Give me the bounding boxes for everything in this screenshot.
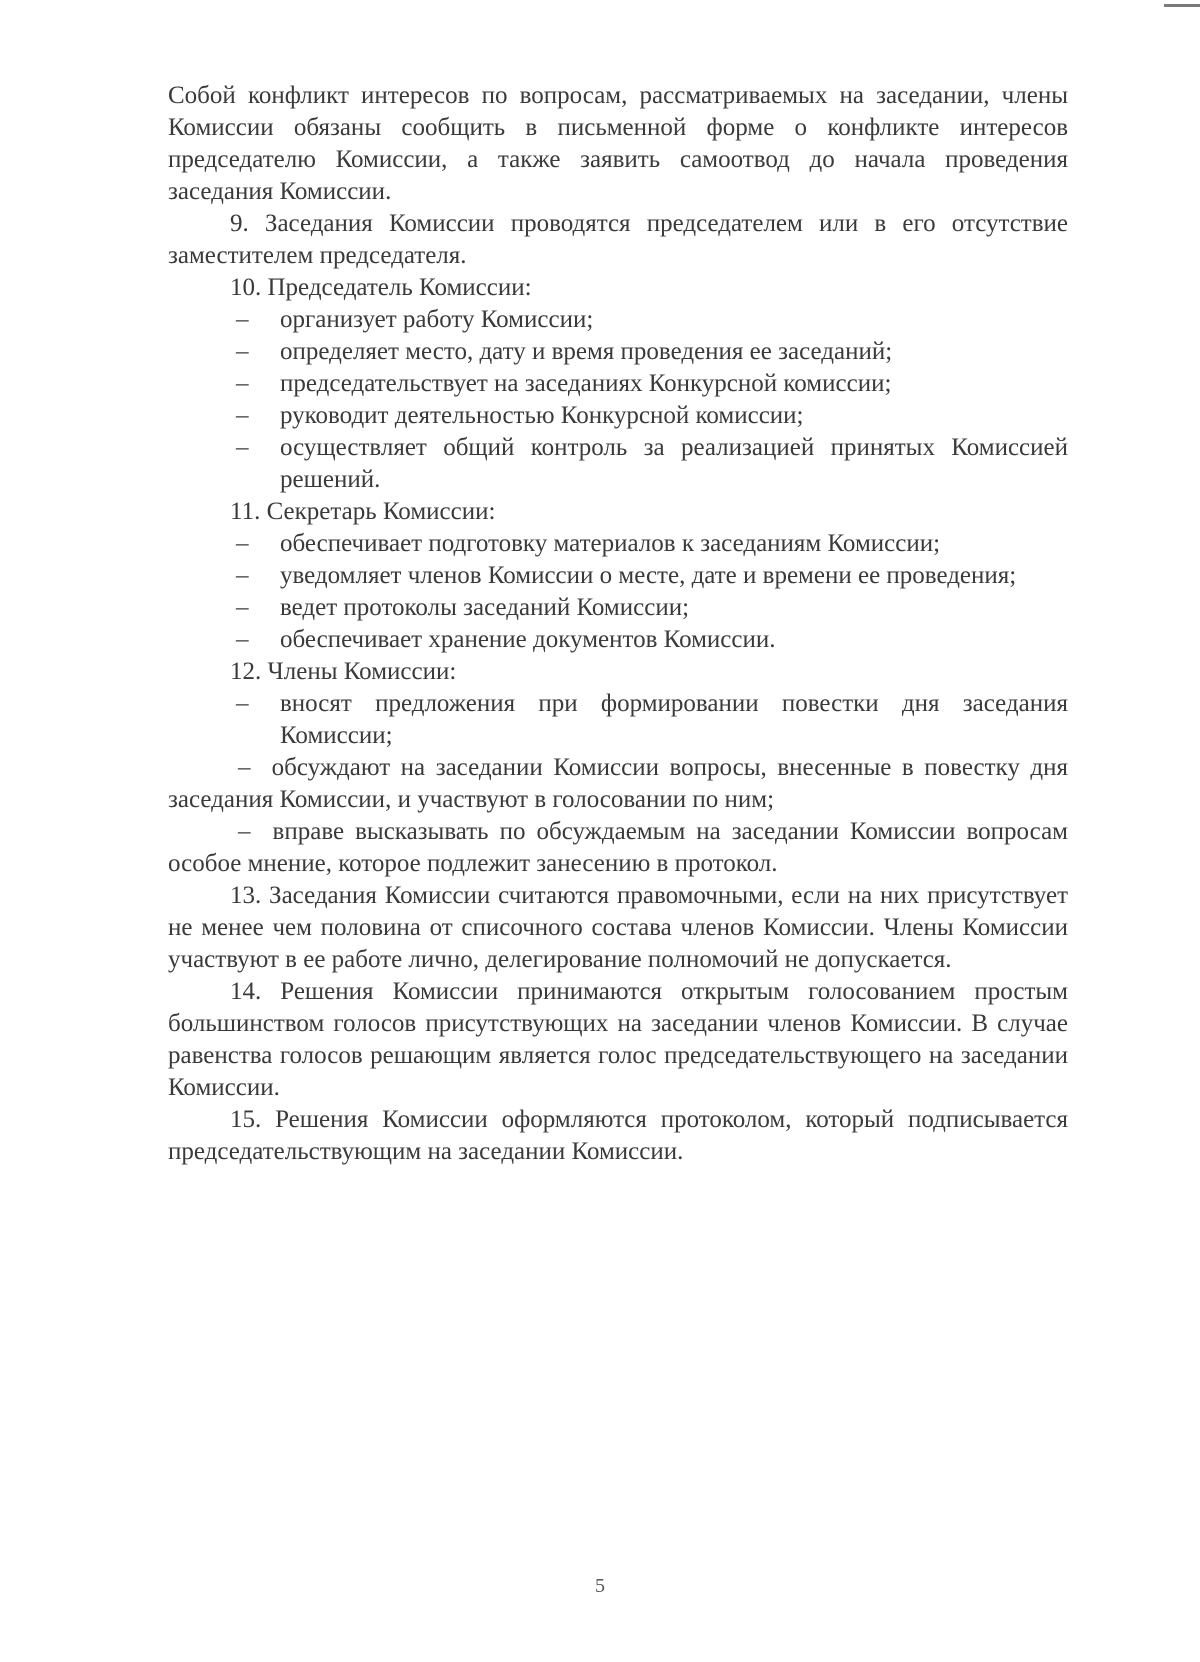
list-item: [168, 624, 1068, 656]
dash-marker: –: [236, 370, 249, 397]
members-duties-list: [168, 688, 1068, 752]
list-item-text: председательствует на заседаниях Конкурсной комиссии;: [280, 370, 892, 397]
list-item-text: обсуждают на заседании Комиссии вопросы, внесенные в повестку дня заседания Комиссии, и участвуют в голосовании по ним;: [168, 754, 1068, 813]
dash-marker: –: [236, 306, 249, 333]
dash-marker: –: [238, 754, 251, 781]
list-item-text: вносят предложения при формировании повестки дня заседания Комиссии;: [280, 690, 1068, 749]
members-duty-discuss: [168, 752, 1068, 816]
list-item-text: определяет место, дату и время проведения ее заседаний;: [280, 338, 893, 365]
list-item-text: обеспечивает подготовку материалов к заседаниям Комиссии;: [280, 530, 941, 557]
dash-marker: –: [236, 690, 249, 717]
dash-marker: –: [236, 530, 249, 557]
dash-marker: –: [236, 402, 249, 429]
dash-marker: –: [238, 818, 251, 845]
list-item: [168, 432, 1068, 496]
paragraph-10-title: 10. Председатель Комиссии:: [230, 274, 532, 301]
document-body: [168, 80, 1068, 1168]
list-item: [168, 528, 1068, 560]
paragraph-15: 15. Решения Комиссии оформляются протоколом, который подписывается председательствующим на заседании Комиссии.: [168, 1106, 1068, 1165]
list-item-text: ведет протоколы заседаний Комиссии;: [280, 594, 690, 621]
paragraph-12-title: 12. Члены Комиссии:: [230, 658, 457, 685]
list-item: [168, 368, 1068, 400]
page-number: 5: [595, 1575, 605, 1597]
list-item: [168, 560, 1068, 592]
list-item-text: вправе высказывать по обсуждаемым на заседании Комиссии вопросам особое мнение, которое подлежит занесению в протокол.: [168, 818, 1068, 877]
paragraph-8-continuation: Собой конфликт интересов по вопросам, рассматриваемых на заседании, члены Комиссии обязаны сообщить в письменной форме о конфликте интересов председателю Комиссии, а также заявить самоотвод до начала проведения заседания Комиссии.: [168, 82, 1068, 205]
paragraph-11-title: 11. Секретарь Комиссии:: [230, 498, 496, 525]
secretary-duties-list: [168, 528, 1068, 656]
dash-marker: –: [236, 434, 249, 461]
dash-marker: –: [236, 626, 249, 653]
list-item-text: руководит деятельностью Конкурсной комиссии;: [280, 402, 804, 429]
members-duty-opinion: [168, 816, 1068, 880]
list-item: [168, 688, 1068, 752]
paragraph-9: 9. Заседания Комиссии проводятся председателем или в его отсутствие заместителем председателя.: [168, 210, 1068, 269]
list-item: [168, 592, 1068, 624]
chairman-duties-list: [168, 304, 1068, 496]
list-item-text: обеспечивает хранение документов Комиссии.: [280, 626, 776, 653]
list-item: [168, 400, 1068, 432]
dash-marker: –: [236, 594, 249, 621]
list-item: [168, 304, 1068, 336]
dash-marker: –: [236, 562, 249, 589]
scan-edge-mark: [1164, 4, 1200, 7]
list-item: [168, 336, 1068, 368]
list-item-text: уведомляет членов Комиссии о месте, дате и времени ее проведения;: [280, 562, 1017, 589]
list-item-text: организует работу Комиссии;: [280, 306, 594, 333]
list-item-text: осуществляет общий контроль за реализацией принятых Комиссией решений.: [280, 434, 1068, 493]
paragraph-14: 14. Решения Комиссии принимаются открытым голосованием простым большинством голосов присутствующих на заседании членов Комиссии. В случае равенства голосов решающим является голос председательствующего на заседании Комиссии.: [168, 978, 1068, 1101]
dash-marker: –: [236, 338, 249, 365]
paragraph-13: 13. Заседания Комиссии считаются правомочными, если на них присутствует не менее чем половина от списочного состава членов Комиссии. Члены Комиссии участвуют в ее работе лично, делегирование полномочий не допускается.: [168, 882, 1068, 973]
